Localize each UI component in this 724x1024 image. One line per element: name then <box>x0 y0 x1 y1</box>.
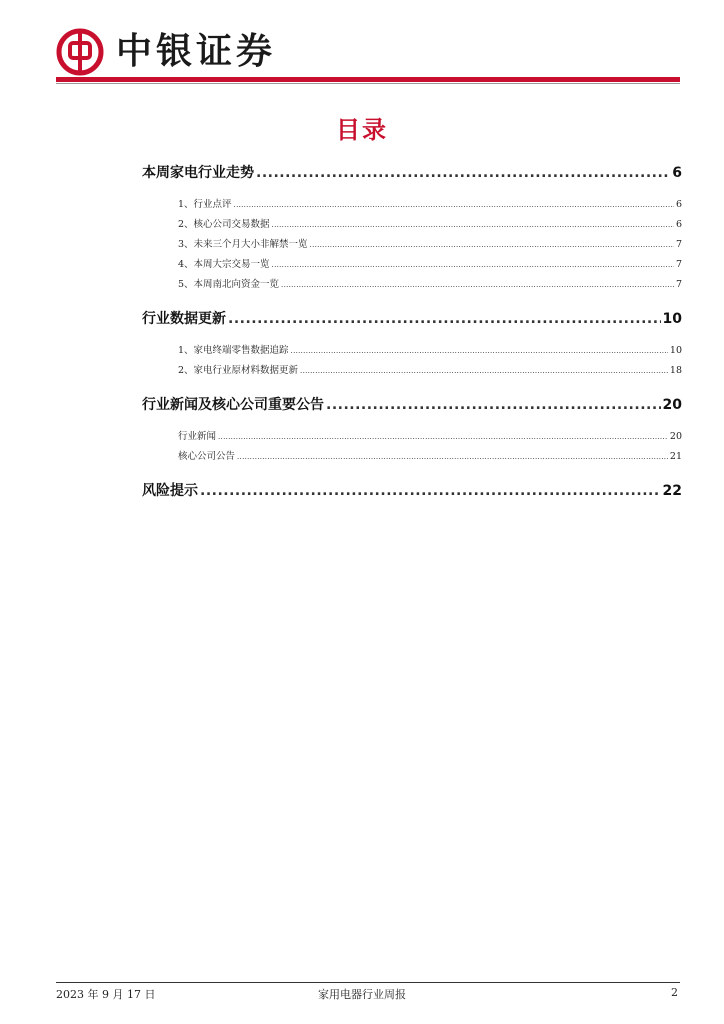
toc-entry-label: 行业新闻 <box>178 431 217 442</box>
toc-entry-label: 1、行业点评 <box>178 199 232 210</box>
toc-entry-page: 7 <box>675 279 682 290</box>
toc-entry-page: 20 <box>662 397 682 413</box>
toc-subsection-entry[interactable] <box>178 342 682 356</box>
toc-entry-page: 6 <box>675 219 682 230</box>
toc-entry-label: 行业新闻及核心公司重要公告 <box>142 397 324 413</box>
toc-leader-dots <box>256 165 670 181</box>
toc-entry-page: 7 <box>675 259 682 270</box>
toc-entry-page: 10 <box>669 345 682 356</box>
toc-leader-dots <box>281 281 674 289</box>
toc-leader-dots <box>200 483 661 499</box>
toc-subsection-entry[interactable] <box>178 256 682 270</box>
toc-leader-dots <box>272 261 674 269</box>
footer-date: 2023 年 9 月 17 日 <box>56 988 156 1001</box>
toc-entry-page: 18 <box>669 365 682 376</box>
toc-leader-dots <box>300 367 668 375</box>
toc-subsection-entry[interactable] <box>178 448 682 462</box>
toc-leader-dots <box>234 201 674 209</box>
toc-entry-label: 5、本周南北向资金一览 <box>178 279 280 290</box>
header-divider-grey <box>56 83 680 84</box>
toc-entry-label: 行业数据更新 <box>142 311 226 327</box>
toc-leader-dots <box>326 397 661 413</box>
toc-entry-page: 6 <box>672 165 682 181</box>
toc-entry-page: 10 <box>662 311 682 327</box>
toc-subsection-entry[interactable] <box>178 362 682 376</box>
toc-entry-page: 6 <box>675 199 682 210</box>
toc-subsection-entry[interactable] <box>178 216 682 230</box>
toc-entry-label: 3、未来三个月大小非解禁一览 <box>178 239 308 250</box>
toc-title: 目录 <box>336 116 388 144</box>
toc-section-entry[interactable] <box>142 394 682 414</box>
toc-entry-page: 7 <box>675 239 682 250</box>
toc-leader-dots <box>228 311 661 327</box>
toc-subsection-entry[interactable] <box>178 276 682 290</box>
toc-entry-page: 21 <box>669 451 682 462</box>
toc-entry-label: 风险提示 <box>142 483 198 499</box>
footer-divider <box>56 982 680 983</box>
toc-entry-label: 1、家电终端零售数据追踪 <box>178 345 289 356</box>
footer-page-number: 2 <box>671 986 678 999</box>
toc-section-entry[interactable] <box>142 162 682 182</box>
toc-entry-page: 22 <box>662 483 682 499</box>
toc-subsection-entry[interactable] <box>178 236 682 250</box>
brand-name: 中银证券 <box>116 31 277 72</box>
toc-subsection-entry[interactable] <box>178 428 682 442</box>
header-divider-red <box>56 77 680 82</box>
toc-leader-dots <box>310 241 674 249</box>
toc-leader-dots <box>218 433 668 441</box>
toc-section-entry[interactable] <box>142 308 682 328</box>
toc-subsection-entry[interactable] <box>178 196 682 210</box>
toc-entry-label: 2、核心公司交易数据 <box>178 219 270 230</box>
toc-entry-label: 核心公司公告 <box>178 451 236 462</box>
page-header <box>56 28 680 84</box>
toc-entry-label: 4、本周大宗交易一览 <box>178 259 270 270</box>
toc-leader-dots <box>272 221 674 229</box>
toc-entry-label: 本周家电行业走势 <box>142 165 254 181</box>
toc-entry-label: 2、家电行业原材料数据更新 <box>178 365 299 376</box>
toc-section-entry[interactable] <box>142 480 682 500</box>
bank-of-china-logo-icon <box>56 28 104 76</box>
toc-entry-page: 20 <box>669 431 682 442</box>
footer-report-name: 家用电器行业周报 <box>318 988 406 1001</box>
toc-leader-dots <box>291 347 668 355</box>
toc-leader-dots <box>237 453 668 461</box>
